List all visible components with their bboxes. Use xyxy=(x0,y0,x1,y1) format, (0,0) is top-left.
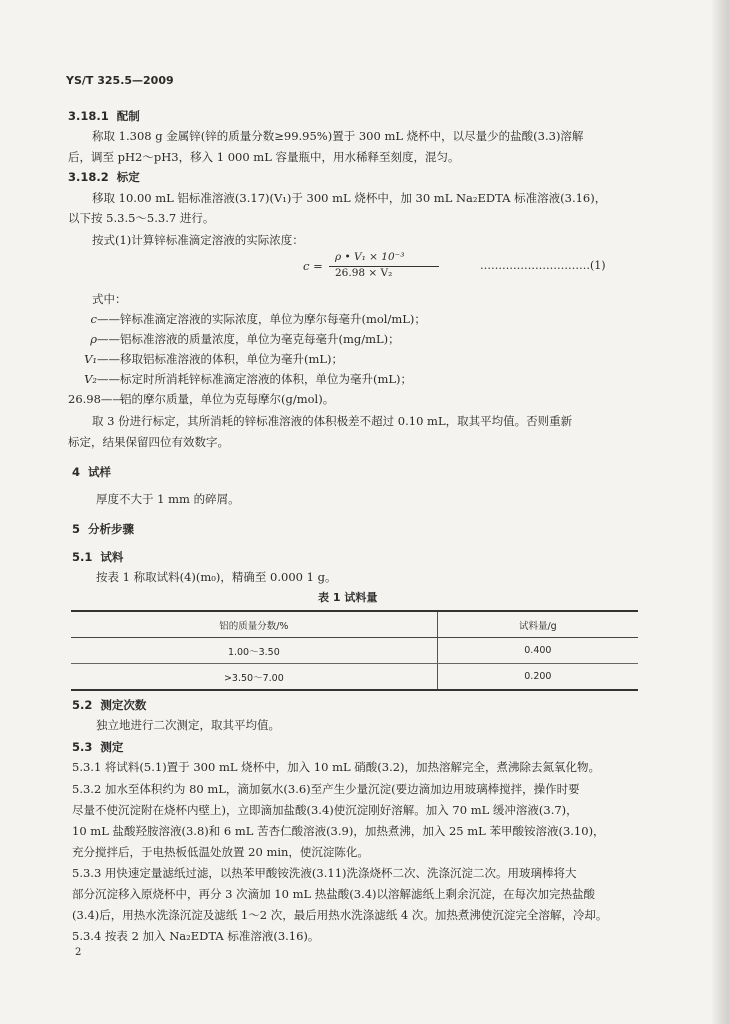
section-title: 试料 xyxy=(100,550,124,564)
section-number: 5.3 xyxy=(72,740,93,754)
formula-denominator: 26.98 × V₂ xyxy=(335,267,393,279)
paragraph-line: 后，调至 pH2～pH3，移入 1 000 mL 容量瓶中，用水稀释至刻度，混匀。 xyxy=(68,150,460,164)
variable-description: 标定时所消耗锌标准滴定溶液的体积，单位为毫升(mL)； xyxy=(120,372,413,386)
paragraph-line: 独立地进行二次测定，取其平均值。 xyxy=(96,718,280,732)
table-cell: 0.400 xyxy=(437,638,638,664)
section-3-18-1-heading xyxy=(68,109,140,124)
equation-number: …………………………(1) xyxy=(480,259,606,272)
paragraph-line: 按式(1)计算锌标准滴定溶液的实际浓度： xyxy=(92,233,304,247)
table-title: 表 1 试料量 xyxy=(318,591,378,604)
paragraph-line: 5.3.1 将试料(5.1)置于 300 mL 烧杯中，加入 10 mL 硝酸(3.2)，加热溶解完全，煮沸除去氮氧化物。 xyxy=(72,760,601,774)
variable-definition xyxy=(68,392,334,407)
variable-description: 移取铝标准溶液的体积，单位为毫升(mL)； xyxy=(120,352,344,366)
section-number: 3.18.1 xyxy=(68,109,109,123)
where-intro: 式中： xyxy=(92,292,127,306)
column-header: 铝的质量分数/% xyxy=(71,611,437,638)
section-title: 试样 xyxy=(88,465,112,479)
table-row xyxy=(71,664,638,691)
paragraph-line: 称取 1.308 g 金属锌(锌的质量分数≥99.95%)置于 300 mL 烧杯中，以尽量少的盐酸(3.3)溶解 xyxy=(92,129,584,143)
table-cell: 0.200 xyxy=(437,664,638,691)
table-cell: >3.50～7.00 xyxy=(71,664,437,691)
section-5-1-heading xyxy=(72,550,123,565)
section-number: 5.1 xyxy=(72,550,93,564)
paragraph-line: 10 mL 盐酸羟胺溶液(3.8)和 6 mL 苦杏仁酸溶液(3.9)，加热煮沸，加入 25 mL 苯甲酸铵溶液(3.10)， xyxy=(72,824,605,838)
section-title: 测定次数 xyxy=(100,698,147,712)
column-header: 试料量/g xyxy=(437,611,638,638)
table-header-row xyxy=(71,611,638,638)
section-title: 配制 xyxy=(116,109,140,123)
paragraph-line: (3.4)后，用热水洗涤沉淀及滤纸 1～2 次，最后用热水洗涤滤纸 4 次。加热煮沸使沉淀完全溶解，冷却。 xyxy=(72,908,608,922)
table-row xyxy=(71,638,638,664)
scan-edge-shadow xyxy=(711,0,729,1024)
variable-definition xyxy=(68,352,343,367)
variable-description: 铝的摩尔质量，单位为克每摩尔(g/mol)。 xyxy=(120,392,335,406)
paragraph-line: 标定，结果保留四位有效数字。 xyxy=(68,435,229,449)
section-3-18-2-heading xyxy=(68,170,140,185)
paragraph-line: 尽量不使沉淀附在烧杯内壁上)，立即滴加盐酸(3.4)使沉淀刚好溶解。加入 70 mL 缓冲溶液(3.7)， xyxy=(72,803,578,817)
sample-mass-table xyxy=(71,610,638,691)
paragraph-line: 按表 1 称取试料(4)(m₀)，精确至 0.000 1 g。 xyxy=(96,570,337,584)
table-cell: 1.00～3.50 xyxy=(71,638,437,664)
page-number: 2 xyxy=(75,947,82,958)
variable-definition xyxy=(68,312,426,327)
section-5-3-heading xyxy=(72,740,123,755)
variable-definition xyxy=(68,372,412,387)
section-number: 4 xyxy=(72,465,81,479)
variable-description: 锌标准滴定溶液的实际浓度，单位为摩尔每毫升(mol/mL)； xyxy=(120,312,426,326)
paragraph-line: 厚度不大于 1 mm 的碎屑。 xyxy=(96,492,240,506)
variable-symbol: c—— xyxy=(90,312,120,326)
section-5-heading xyxy=(72,522,134,537)
standard-number: YS/T 325.5—2009 xyxy=(66,74,174,87)
paragraph-line: 5.3.3 用快速定量滤纸过滤，以热苯甲酸铵洗液(3.11)洗涤烧杯二次、洗涤沉淀二次。用玻璃棒将大 xyxy=(72,866,577,880)
section-title: 标定 xyxy=(116,170,140,184)
variable-symbol: ρ—— xyxy=(90,332,120,346)
paragraph-line: 5.3.2 加水至体积约为 80 mL，滴加氨水(3.6)至产生少量沉淀(要边滴加边用玻璃棒搅拌，操作时要 xyxy=(72,782,580,796)
paragraph-line: 部分沉淀移入原烧杯中，再分 3 次滴加 10 mL 热盐酸(3.4)以溶解滤纸上剩余沉淀，在每次加完热盐酸 xyxy=(72,887,596,901)
section-title: 分析步骤 xyxy=(88,522,135,536)
formula-lhs: c = xyxy=(303,259,323,273)
section-number: 5.2 xyxy=(72,698,93,712)
paragraph-line: 充分搅拌后，于电热板低温处放置 20 min，使沉淀陈化。 xyxy=(72,845,369,859)
paragraph-line: 以下按 5.3.5～5.3.7 进行。 xyxy=(68,211,215,225)
paragraph-line: 移取 10.00 mL 铝标准溶液(3.17)(V₁)于 300 mL 烧杯中，加 30 mL Na₂EDTA 标准溶液(3.16)， xyxy=(92,191,607,205)
paragraph-line: 取 3 份进行标定，其所消耗的锌标准溶液的体积极差不超过 0.10 mL，取其平均值。否则重新 xyxy=(92,414,573,428)
variable-symbol: V₁—— xyxy=(84,352,120,366)
variable-symbol: V₂—— xyxy=(84,372,120,386)
section-number: 5 xyxy=(72,522,81,536)
variable-description: 铝标准溶液的质量浓度，单位为毫克每毫升(mg/mL)； xyxy=(120,332,400,346)
section-title: 测定 xyxy=(100,740,124,754)
section-4-heading xyxy=(72,465,111,480)
section-number: 3.18.2 xyxy=(68,170,109,184)
variable-symbol: 26.98—— xyxy=(68,392,124,406)
paragraph-line: 5.3.4 按表 2 加入 Na₂EDTA 标准溶液(3.16)。 xyxy=(72,929,320,943)
formula-numerator: ρ • V₁ × 10⁻³ xyxy=(335,251,405,263)
variable-definition xyxy=(68,332,400,347)
section-5-2-heading xyxy=(72,698,146,713)
